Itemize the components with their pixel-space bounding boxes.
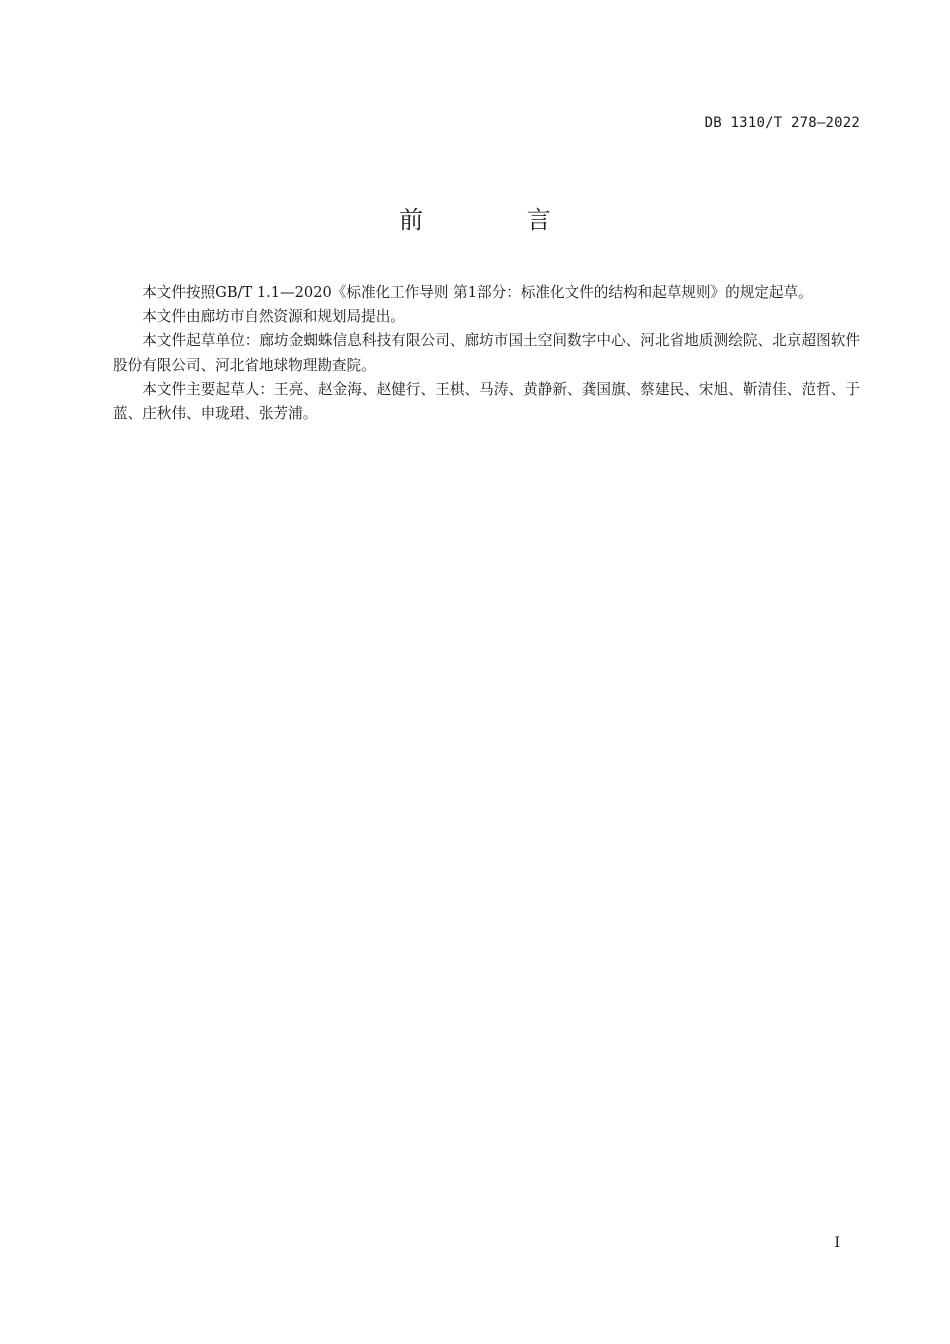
paragraph-proposer: 本文件由廊坊市自然资源和规划局提出。 xyxy=(142,308,405,326)
paragraph-drafting-rules: 本文件按照GB/T 1.1—2020《标准化工作导则 第1部分：标准化文件的结构和起草规则》的规定起草。 xyxy=(142,284,813,301)
page-title: 前 言 xyxy=(399,206,599,234)
paragraph-drafting-units: 本文件起草单位：廊坊金蜘蛛信息科技有限公司、廊坊市国土空间数字中心、河北省地质测绘院、北京超图软件股份有限公司、河北省地球物理勘查院。 xyxy=(113,332,860,374)
document-body xyxy=(113,281,860,426)
page-number: I xyxy=(834,1235,840,1251)
paragraph-drafters: 本文件主要起草人：王亮、赵金海、赵健行、王棋、马涛、黄静新、龚国旗、蔡建民、宋旭、靳清佳、范哲、于蓝、庄秋伟、申珑珺、张芳浦。 xyxy=(113,380,860,423)
document-code: DB 1310/T 278—2022 xyxy=(704,115,860,131)
